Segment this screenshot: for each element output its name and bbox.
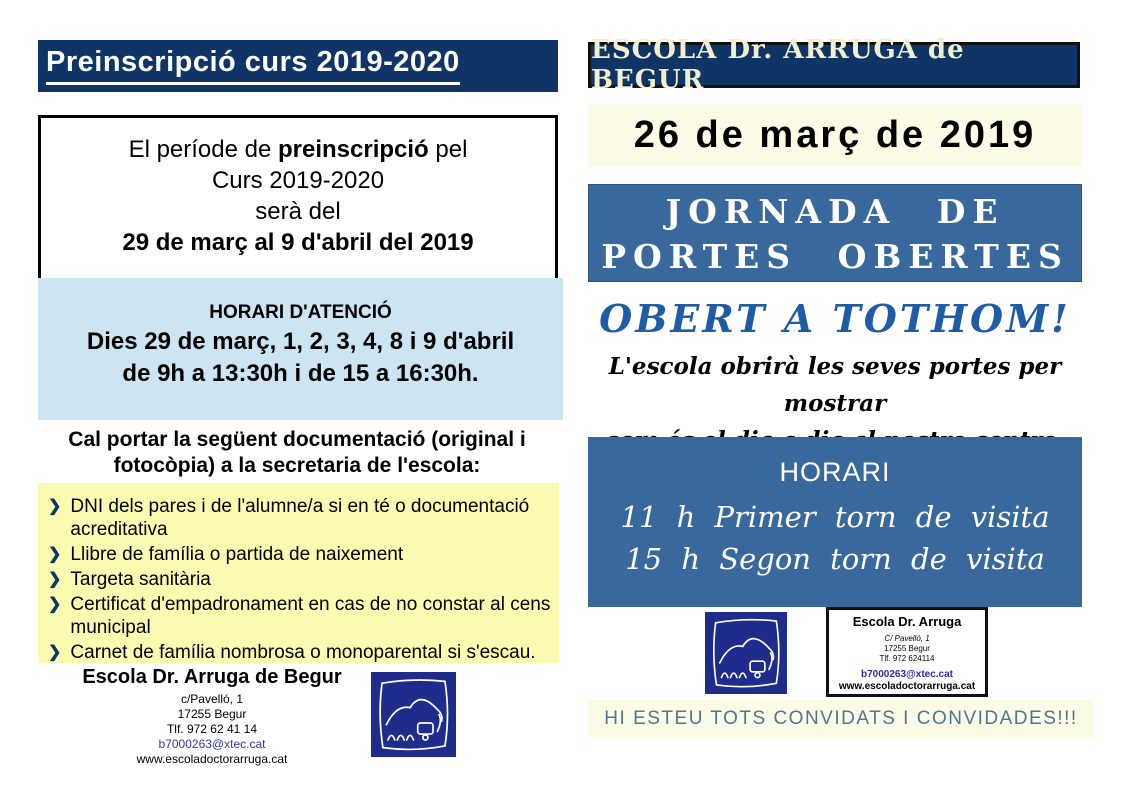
arrow-bullet-icon: ❯ bbox=[48, 498, 62, 515]
doc-item-text: Targeta sanitària bbox=[70, 569, 211, 590]
card-city: 17255 Begur bbox=[884, 644, 930, 653]
documents-intro: Cal portar la següent documentació (original i fotocòpia) a la secretaria de l'escola: bbox=[68, 428, 526, 477]
list-item bbox=[48, 568, 553, 591]
arrow-bullet-icon: ❯ bbox=[48, 596, 62, 613]
period-line-1 bbox=[41, 134, 555, 165]
jornada-banner bbox=[588, 184, 1082, 282]
school-phone: Tlf. 972 62 41 14 bbox=[166, 722, 258, 736]
list-item bbox=[48, 593, 553, 639]
school-address: c/Pavelló, 1 bbox=[180, 692, 244, 706]
preinscripcio-title-bar bbox=[38, 40, 558, 92]
arrow-bullet-icon: ❯ bbox=[48, 571, 62, 588]
school-contact-block bbox=[42, 666, 382, 767]
attention-hours-box bbox=[38, 278, 563, 420]
visit-second-shift: 15 h Segon torn de visita bbox=[625, 542, 1045, 576]
doc-item-text: Carnet de família nombrosa o monoparental si s'escau. bbox=[70, 642, 536, 663]
invitation-banner bbox=[588, 700, 1094, 737]
period-box bbox=[38, 115, 558, 281]
card-website-link[interactable]: www.escoladoctorarruga.cat bbox=[838, 681, 976, 692]
jornada-line-2: PORTES OBERTES bbox=[601, 237, 1069, 276]
jornada-line-1: JORNADA DE bbox=[665, 192, 1005, 231]
school-website-link[interactable]: www.escoladoctorarruga.cat bbox=[136, 752, 288, 766]
list-item bbox=[48, 495, 553, 541]
escola-header-bar bbox=[588, 35, 1080, 95]
card-address: C/ Pavelló, 1 bbox=[884, 634, 930, 643]
attention-hours-days: Dies 29 de març, 1, 2, 3, 4, 8 i 9 d'abril bbox=[86, 328, 515, 355]
arrow-bullet-icon: ❯ bbox=[48, 546, 62, 563]
arrow-bullet-icon: ❯ bbox=[48, 644, 62, 661]
obert-a-tothom-heading: OBERT A TOTHOM! bbox=[599, 296, 1071, 341]
period-line-1-post: pel bbox=[428, 136, 468, 163]
visit-schedule-title: HORARI bbox=[779, 457, 891, 487]
invitation-text: HI ESTEU TOTS CONVIDATS I CONVIDADES!!! bbox=[604, 707, 1078, 729]
period-line-4: 29 de març al 9 d'abril del 2019 bbox=[122, 229, 474, 256]
card-phone: Tlf. 972 624114 bbox=[879, 654, 935, 663]
visit-schedule-box bbox=[588, 437, 1082, 607]
date-box bbox=[588, 104, 1082, 167]
school-email-link[interactable]: b7000263@xtec.cat bbox=[158, 737, 266, 751]
card-school-name: Escola Dr. Arruga bbox=[852, 614, 962, 629]
school-logo bbox=[705, 612, 787, 694]
doc-item-text: Llibre de família o partida de naixement bbox=[70, 544, 404, 565]
attention-hours-times: de 9h a 13:30h i de 15 a 16:30h. bbox=[122, 360, 479, 387]
doc-item-text: DNI dels pares i de l'alumne/a si en té o documentació acreditativa bbox=[70, 496, 530, 540]
escola-header-title: ESCOLA Dr. ARRUGA de BEGUR bbox=[591, 35, 965, 95]
attention-hours-title: HORARI D'ATENCIÓ bbox=[209, 302, 392, 323]
card-email-link[interactable]: b7000263@xtec.cat bbox=[860, 669, 954, 680]
preinscripcio-title: Preinscripció curs 2019-2020 bbox=[46, 47, 460, 85]
school-logo-icon bbox=[371, 672, 456, 757]
list-item bbox=[48, 641, 553, 664]
documents-list-box bbox=[38, 483, 559, 663]
school-name: Escola Dr. Arruga de Begur bbox=[82, 666, 342, 688]
period-line-3: serà del bbox=[255, 198, 341, 225]
period-line-1-pre: El període de bbox=[128, 136, 278, 163]
school-contact-card bbox=[826, 607, 988, 697]
school-logo-icon bbox=[705, 612, 787, 694]
school-city: 17255 Begur bbox=[177, 707, 247, 721]
school-logo bbox=[371, 672, 456, 757]
list-item bbox=[48, 543, 553, 566]
description-line-1: L'escola obrirà les seves portes per mostrar bbox=[608, 353, 1062, 417]
doc-item-text: Certificat d'empadronament en cas de no constar al cens municipal bbox=[70, 594, 551, 638]
period-line-2: Curs 2019-2020 bbox=[211, 167, 385, 194]
event-date: 26 de març de 2019 bbox=[633, 114, 1037, 156]
period-line-1-bold: preinscripció bbox=[278, 136, 429, 163]
visit-first-shift: 11 h Primer torn de visita bbox=[620, 500, 1050, 534]
